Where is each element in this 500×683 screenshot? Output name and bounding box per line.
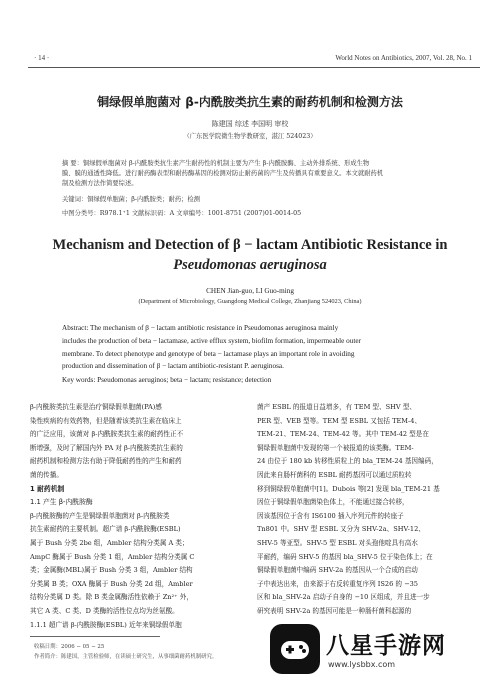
footnote-received: 收稿日期：2006 − 05 − 25 [34, 644, 105, 650]
cn-authors: 陈建国 综述 李国明 审校 [211, 120, 289, 128]
journal-header: World Notes on Antibiotics, 2007, Vol. 28, No. 1 [335, 54, 472, 62]
en-title-line1: Mechanism and Detection of β − lactam Antibiotic Resistance in [52, 237, 448, 253]
right-column: 菌产 ESBL 的报道日益增多，有 TEM 型、SHV 型、 PER 型、VEB 型等。TEM 型 ESBL 又包括 TEM-4、 TEM-21、TEM-24、TEM-42 等。其中 TEM-42 型是在 铜绿假单胞菌中发现的第一个被报道的该类酶。TEM- 24 由位于 180 kb 转移性质粒上的 bla_TEM-24 基因编码， 因此来自肠杆菌科的 ESBL 耐药基因可以通过质粒转 移到铜绿假单胞菌中[1]。Dubois 等[2] 发现 bla_TEM-21 基 因位于铜绿假单胞菌染色体上，不能通过接合转移， 因该基因位于含有 IS6100 插入序列元件的转座子 Tn801 中。SHV 型 ESBL 又分为 SHV-2a、SHV-12、 SHV-5 等亚型。SHV-5 型 ESBL 对头孢他啶具有高水 平耐药，编码 SHV-5 的基因 bla_SHV-5 位于染色体上；在 铜绿假单胞菌中编码 SHV-2a 的基因从一个合成的启动 子中表达出来，由来源于右反转重复序列 IS26 的 −35 区和 bla_SHV-2a 启动子自身的 −10 区组成，并且进一步 研究表明 SHV-2a 的基因可能是一种肠杆菌科起源的 [257, 403, 440, 615]
en-authors: CHEN Jian-guo, LI Guo-ming [206, 287, 294, 295]
en-affiliation: (Department of Microbiology, Guangdong Medical College, Zhanjiang 524023, China) [138, 298, 362, 305]
section-heading-1-1-1: 1.1.1 超广谱 β-内酰胺酶(ESBL) 近年来铜绿假单胞 [30, 620, 182, 629]
en-keywords: Key words: Pseudomonas aeruginos; beta − lactam; resistance; detection [62, 376, 272, 384]
left-column: β-内酰胺类抗生素是治疗铜绿假单胞菌(PA)感 染性疾病的有效药物，但是随着该类抗生素在临床上 的广泛应用，该菌对 β-内酰胺类抗生素的耐药性正不 断增强，及时了解国内外 PA 对 β-内酰胺类抗生素的 耐药机制和检测方法有助于降低耐药性的产生和耐药 菌的传播。 1 耐药机制 1.1 产生 β-内酰胺酶 β-内酰胺酶的产生是铜绿假单胞菌对 β-内酰胺类 抗生素耐药的主要机制。超广谱 β-内酰胺酶(ESBL) 属于 Bush 分类 2be 组，Ambler 结构分类属 A 类； AmpC 酶属于 Bush 分类 1 组，Ambler 结构分类属 C 类；金属酶(MBL)属于 Bush 分类 3 组，Ambler 结构 分类属 B 类；OXA 酶属于 Bush 分类 2d 组，Ambler 结构分类属 D 类。除 B 类金属酶活性依赖于 Zn²⁺ 外， 其它 A 类、C 类、D 类酶的活性位点均为丝氨酸。 1.1.1 超广谱 β-内酰胺酶(ESBL) 近年来铜绿假单胞 [30, 401, 242, 632]
watermark-title: 八星手游网 [326, 633, 446, 659]
page-number: · 14 · [34, 54, 50, 62]
header-rule [28, 67, 480, 68]
cn-title: 铜绿假单胞菌对 β-内酰胺类抗生素的耐药机制和检测方法 [97, 95, 403, 109]
footnote-author: 作者简介：陈建国，主管检验师，在读硕士研究生，从事细菌耐药机制研究。 [34, 654, 218, 660]
cn-abstract: 摘 要：铜绿假单胞菌对 β-内酰胺类抗生素产生耐药性的机制主要为产生 β-内酰胺酶、主动外排系统、形成生物 膜、膜的通透性降低。进行耐药酶表型和耐药酶基因的检测对防止耐药菌的产生及传播具有重要意义。本文就耐药机 制及检测方法作简要综述。 [62, 160, 384, 187]
cn-keywords: 关键词：铜绿假单胞菌；β-内酰胺类；耐药；检测 [62, 196, 201, 203]
section-heading-1: 1 耐药机制 [30, 484, 65, 493]
cn-classification: 中图分类号：R978.1⁺1 文献标识码：A 文章编号：1001-8751 (2007)01-0014-05 [62, 210, 302, 217]
watermark-url: www.lysbbx.com [328, 660, 396, 669]
footnote-rule [30, 636, 160, 637]
en-abstract: Abstract: The mechanism of β − lactam antibiotic resistance in Pseudomonas aeruginosa mainly includes the production of beta − lactamase, active efflux system, biofilm formation, impermeable outer membrane. To detect phenotype and genotype of beta − lactamase plays an important role in avoiding production and dissemination of β − lactam antibiotic-resistant P. aeruginosa. [62, 324, 361, 371]
section-heading-1-1: 1.1 产生 β-内酰胺酶 [30, 498, 93, 507]
en-title-line2: Pseudomonas aeruginosa [173, 257, 327, 273]
cn-affiliation: （广东医学院微生物学教研室，湛江 524023） [183, 133, 317, 140]
watermark-logo-icon [270, 624, 320, 674]
